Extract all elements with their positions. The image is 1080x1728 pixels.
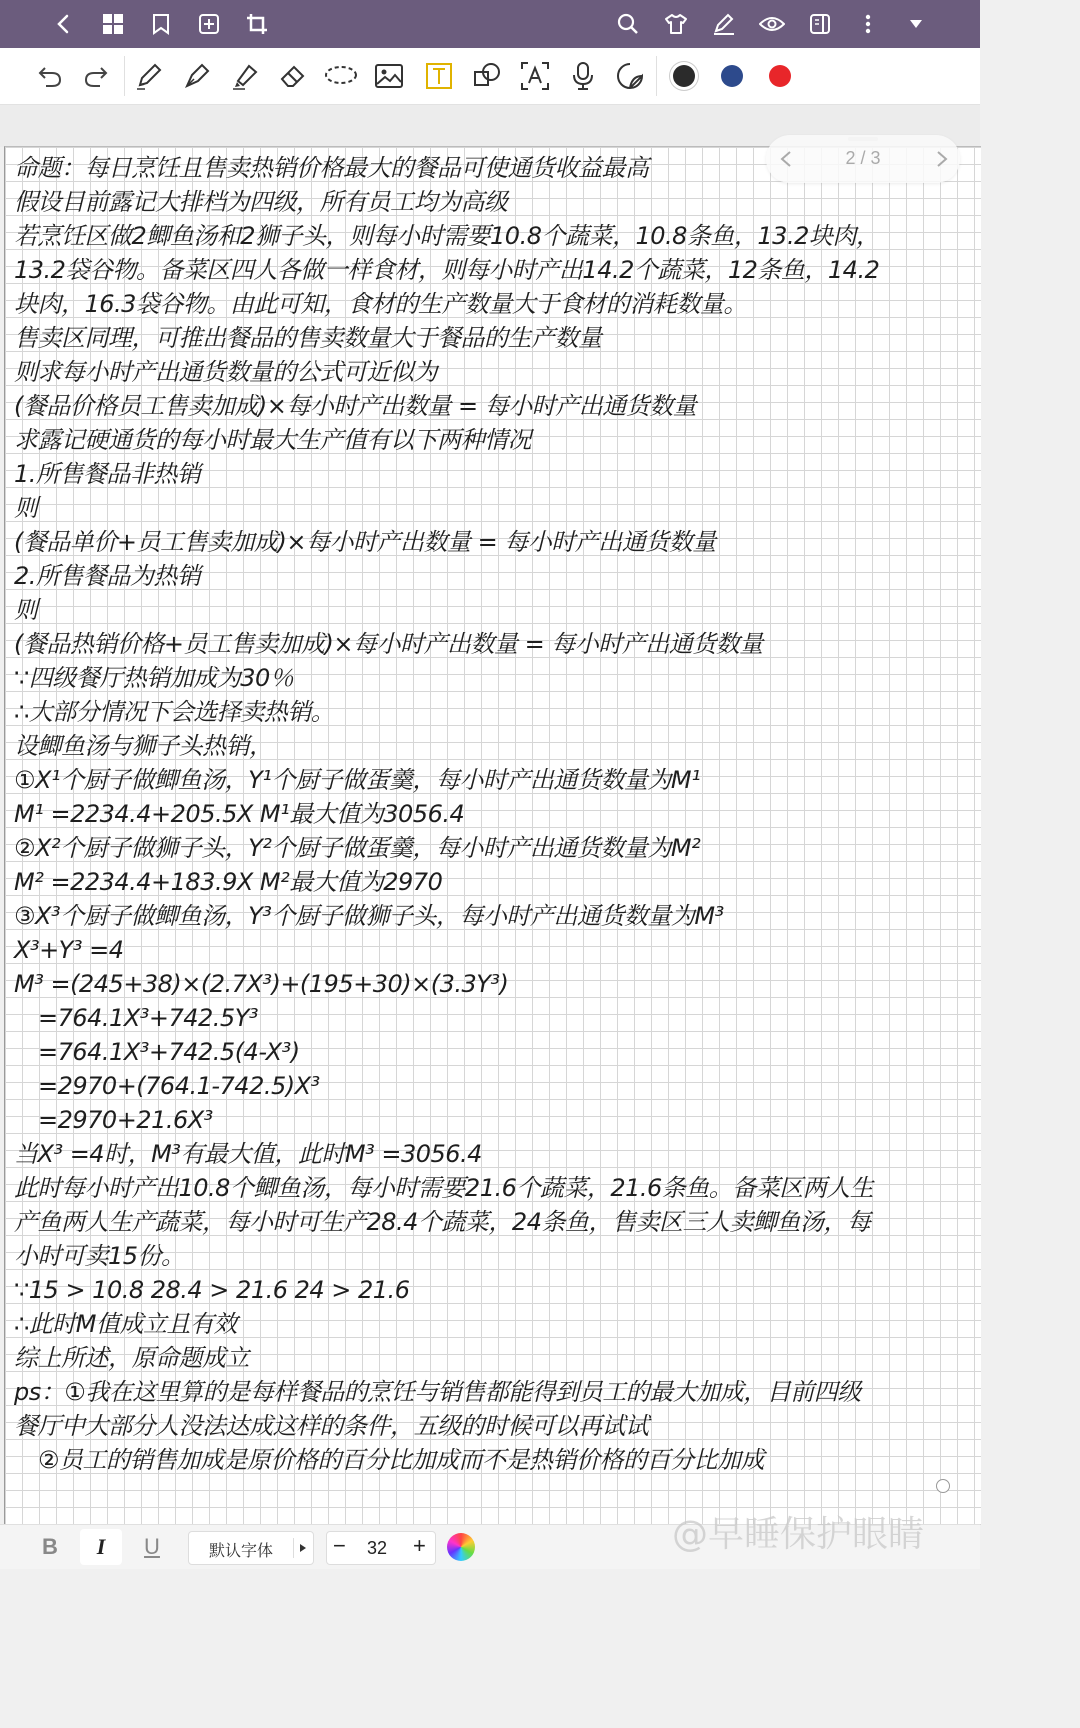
font-selector[interactable] — [188, 1531, 314, 1565]
resize-handle[interactable] — [936, 1479, 950, 1493]
note-line: 产鱼两人生产蔬菜，每小时可生产28.4个蔬菜，24条鱼，售卖区三人卖鲫鱼汤，每 — [14, 1208, 871, 1236]
note-line: 求露记硬通货的每小时最大生产值有以下两种情况 — [14, 426, 531, 454]
image-icon[interactable] — [371, 58, 407, 94]
note-line: M² =2234.4+183.9X M²最大值为2970 — [14, 868, 443, 896]
more-icon[interactable] — [852, 8, 884, 40]
toolbar-divider — [656, 56, 657, 96]
undo-icon[interactable] — [32, 58, 68, 94]
note-line: 售卖区同理，可推出餐品的售卖数量大于餐品的生产数量 — [14, 324, 602, 352]
increase-size-button[interactable]: + — [413, 1533, 426, 1558]
color-wheel-icon — [447, 1533, 475, 1561]
note-line: 设鲫鱼汤与狮子头热销， — [14, 732, 273, 760]
note-line: 综上所述，原命题成立 — [14, 1344, 249, 1372]
sidebar-icon[interactable] — [804, 8, 836, 40]
toolbar-divider — [124, 56, 125, 96]
eye-icon[interactable] — [756, 8, 788, 40]
note-line: ps：①我在这里算的是每样餐品的烹饪与销售都能得到员工的最大加成，目前四级 — [14, 1378, 861, 1406]
note-line: 若烹饪区做2鲫鱼汤和2狮子头，则每小时需要10.8个蔬菜，10.8条鱼，13.2块肉， — [14, 222, 880, 250]
note-line: 命题：每日烹饪且售卖热销价格最大的餐品可使通货收益最高 — [14, 154, 649, 182]
top-app-bar — [0, 0, 980, 48]
drawing-toolbar — [0, 48, 980, 105]
note-line: =2970+21.6X³ — [38, 1106, 213, 1134]
bold-button[interactable]: B — [42, 1534, 58, 1559]
pen-icon[interactable] — [131, 58, 167, 94]
color-swatch-black[interactable] — [666, 58, 702, 94]
note-line: 餐厅中大部分人没法达成这样的条件，五级的时候可以再试试 — [14, 1412, 649, 1440]
note-line: ∴大部分情况下会选择卖热销。 — [14, 698, 335, 726]
note-line: ③X³个厨子做鲫鱼汤，Y³个厨子做狮子头，每小时产出通货数量为M³ — [14, 902, 724, 930]
note-line: 假设目前露记大排档为四级，所有员工均为高级 — [14, 188, 508, 216]
pen-edit-icon[interactable] — [708, 8, 740, 40]
search-icon[interactable] — [612, 8, 644, 40]
sticker-icon[interactable] — [612, 58, 648, 94]
note-line: ②员工的销售加成是原价格的百分比加成而不是热销价格的百分比加成 — [38, 1446, 765, 1474]
note-line: 1.所售餐品非热销 — [14, 460, 201, 488]
text-color-button[interactable] — [446, 1529, 476, 1565]
note-line: ∴此时M值成立且有效 — [14, 1310, 237, 1338]
shape-icon[interactable] — [469, 58, 505, 94]
note-line: ②X²个厨子做狮子头，Y²个厨子做蛋羹，每小时产出通货数量为M² — [14, 834, 701, 862]
highlighter-icon[interactable] — [227, 58, 263, 94]
add-page-icon[interactable] — [193, 8, 225, 40]
note-line: 此时每小时产出10.8个鲫鱼汤，每小时需要21.6个蔬菜，21.6条鱼。备菜区两人生 — [14, 1174, 874, 1202]
back-icon[interactable] — [48, 8, 80, 40]
note-line: 则 — [14, 494, 38, 522]
redo-icon[interactable] — [78, 58, 114, 94]
color-swatch-blue[interactable] — [714, 58, 750, 94]
note-line: X³+Y³ =4 — [14, 936, 124, 964]
grid-icon[interactable] — [97, 8, 129, 40]
note-line: M³ =(245+38)×(2.7X³)+(195+30)×(3.3Y³) — [14, 970, 509, 998]
note-line: 2.所售餐品为热销 — [14, 562, 201, 590]
note-line: ①X¹个厨子做鲫鱼汤，Y¹个厨子做蛋羹，每小时产出通货数量为M¹ — [14, 766, 701, 794]
ocr-icon[interactable] — [517, 58, 553, 94]
watermark: @早睡保护眼睛 — [672, 1514, 925, 1555]
shirt-icon[interactable] — [660, 8, 692, 40]
lasso-icon[interactable] — [323, 58, 359, 94]
note-line: 则求每小时产出通货数量的公式可近似为 — [14, 358, 437, 386]
note-line: ∵四级餐厅热销加成为30％ — [14, 664, 294, 692]
text-box-icon[interactable] — [421, 58, 457, 94]
note-line: =764.1X³+742.5(4-X³) — [38, 1038, 300, 1066]
dropdown-icon[interactable] — [900, 8, 932, 40]
note-line: =764.1X³+742.5Y³ — [38, 1004, 258, 1032]
note-line: M¹ =2234.4+205.5X M¹最大值为3056.4 — [14, 800, 465, 828]
microphone-icon[interactable] — [565, 58, 601, 94]
font-size-value[interactable]: 32 — [367, 1538, 388, 1558]
color-dot — [721, 65, 743, 87]
chevron-right-icon — [299, 1543, 307, 1553]
color-dot — [673, 65, 695, 87]
underline-button[interactable]: U — [144, 1534, 160, 1559]
note-line: (餐品价格员工售卖加成)×每小时产出数量 = 每小时产出通货数量 — [14, 392, 697, 420]
crop-icon[interactable] — [241, 8, 273, 40]
eraser-icon[interactable] — [275, 58, 311, 94]
italic-button[interactable]: I — [80, 1529, 122, 1565]
note-line: 13.2袋谷物。备菜区四人各做一样食材，则每小时产出14.2个蔬菜，12条鱼，14.2 — [14, 256, 880, 284]
color-dot — [769, 65, 791, 87]
font-size-stepper[interactable] — [326, 1531, 436, 1565]
fountain-pen-icon[interactable] — [179, 58, 215, 94]
note-line: =2970+(764.1-742.5)X³ — [38, 1072, 320, 1100]
note-text[interactable] — [14, 151, 964, 1477]
note-line: (餐品热销价格+员工售卖加成)×每小时产出数量 = 每小时产出通货数量 — [14, 630, 763, 658]
decrease-size-button[interactable]: − — [333, 1533, 346, 1558]
font-name: 默认字体 — [209, 1541, 274, 1560]
note-line: 则 — [14, 596, 38, 624]
note-line: (餐品单价+员工售卖加成)×每小时产出数量 = 每小时产出通货数量 — [14, 528, 716, 556]
bookmark-icon[interactable] — [145, 8, 177, 40]
note-line: ∵15 > 10.8 28.4 > 21.6 24 > 21.6 — [14, 1276, 410, 1304]
color-swatch-red[interactable] — [762, 58, 798, 94]
divider — [293, 1538, 294, 1558]
note-line: 当X³ =4时，M³有最大值，此时M³ =3056.4 — [14, 1140, 482, 1168]
page-indicator: 2 / 3 — [845, 148, 881, 168]
note-line: 块肉，16.3袋谷物。由此可知，食材的生产数量大于食材的消耗数量。 — [14, 290, 747, 318]
note-line: 小时可卖15份。 — [14, 1242, 185, 1270]
